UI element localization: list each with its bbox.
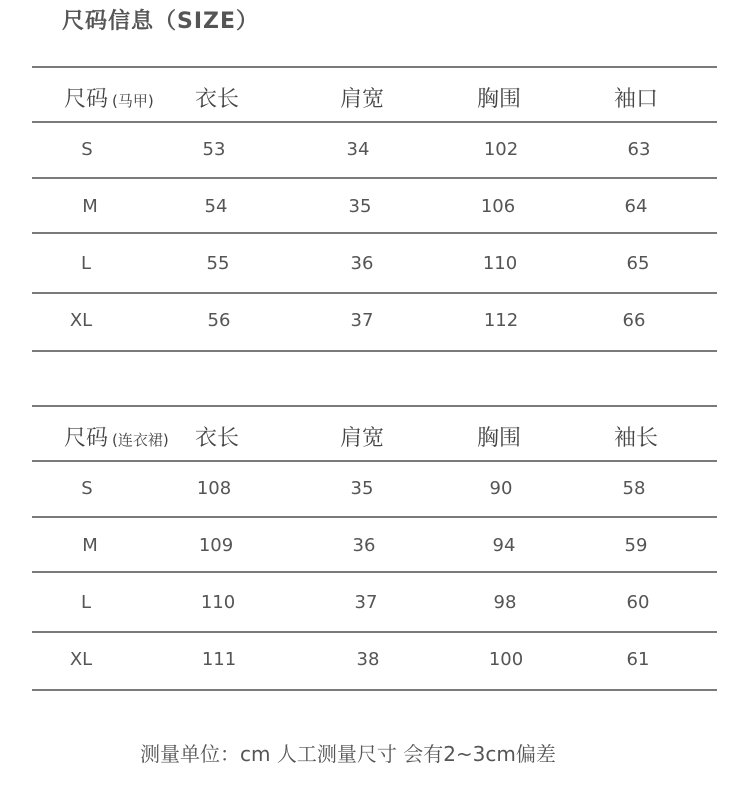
cell-size: XL xyxy=(69,649,93,670)
measurement-note: 测量单位：cm 人工测量尺寸 会有2~3cm偏差 xyxy=(140,742,556,766)
cell-chest: 110 xyxy=(482,253,518,274)
cell-shoulder: 34 xyxy=(346,139,370,160)
cell-shoulder: 36 xyxy=(350,253,374,274)
header-size-label: 尺码 xyxy=(64,426,109,451)
header-col-length: 衣长 xyxy=(194,87,240,112)
cell-cuff: 63 xyxy=(627,139,651,160)
table-rule xyxy=(32,631,717,633)
cell-size: M xyxy=(82,535,98,556)
cell-length: 56 xyxy=(207,310,231,331)
cell-cuff: 66 xyxy=(622,310,646,331)
cell-size: XL xyxy=(69,310,93,331)
header-col-shoulder: 肩宽 xyxy=(339,87,385,112)
header-col-chest: 胸围 xyxy=(476,87,522,112)
cell-chest: 100 xyxy=(488,649,524,670)
header-size-cell xyxy=(64,421,169,452)
cell-chest: 106 xyxy=(480,196,516,217)
table-rule xyxy=(32,350,717,352)
cell-size: S xyxy=(81,139,93,160)
page-title: 尺码信息（SIZE） xyxy=(62,9,260,34)
table-rule xyxy=(32,516,717,518)
header-col-cuff: 袖口 xyxy=(613,87,659,112)
table-rule xyxy=(32,66,717,68)
table-rule xyxy=(32,460,717,462)
header-col-length: 衣长 xyxy=(194,426,240,451)
header-size-label: 尺码 xyxy=(64,87,109,112)
cell-length: 108 xyxy=(196,478,232,499)
cell-shoulder: 35 xyxy=(350,478,374,499)
table-rule xyxy=(32,405,717,407)
header-col-chest: 胸围 xyxy=(476,426,522,451)
cell-sleeve: 61 xyxy=(626,649,650,670)
cell-length: 54 xyxy=(204,196,228,217)
table-rule xyxy=(32,232,717,234)
header-size-note: (连衣裙) xyxy=(112,431,169,449)
cell-chest: 98 xyxy=(493,592,517,613)
cell-size: S xyxy=(81,478,93,499)
cell-length: 109 xyxy=(198,535,234,556)
cell-cuff: 65 xyxy=(626,253,650,274)
table-rule xyxy=(32,571,717,573)
header-col-sleeve: 袖长 xyxy=(613,426,659,451)
cell-size: L xyxy=(80,592,92,613)
table-rule xyxy=(32,177,717,179)
cell-chest: 90 xyxy=(489,478,513,499)
cell-sleeve: 60 xyxy=(626,592,650,613)
cell-sleeve: 58 xyxy=(622,478,646,499)
cell-chest: 94 xyxy=(492,535,516,556)
table-rule xyxy=(32,689,717,691)
cell-shoulder: 37 xyxy=(354,592,378,613)
cell-length: 53 xyxy=(202,139,226,160)
cell-size: L xyxy=(80,253,92,274)
header-size-note: (马甲) xyxy=(112,92,154,110)
cell-shoulder: 35 xyxy=(348,196,372,217)
cell-chest: 112 xyxy=(483,310,519,331)
cell-shoulder: 37 xyxy=(350,310,374,331)
cell-size: M xyxy=(82,196,98,217)
table-rule xyxy=(32,292,717,294)
cell-length: 110 xyxy=(200,592,236,613)
cell-chest: 102 xyxy=(483,139,519,160)
cell-sleeve: 59 xyxy=(624,535,648,556)
cell-length: 111 xyxy=(201,649,237,670)
cell-length: 55 xyxy=(206,253,230,274)
cell-cuff: 64 xyxy=(624,196,648,217)
table-rule xyxy=(32,121,717,123)
cell-shoulder: 36 xyxy=(352,535,376,556)
header-size-cell xyxy=(64,82,154,113)
header-col-shoulder: 肩宽 xyxy=(339,426,385,451)
cell-shoulder: 38 xyxy=(356,649,380,670)
